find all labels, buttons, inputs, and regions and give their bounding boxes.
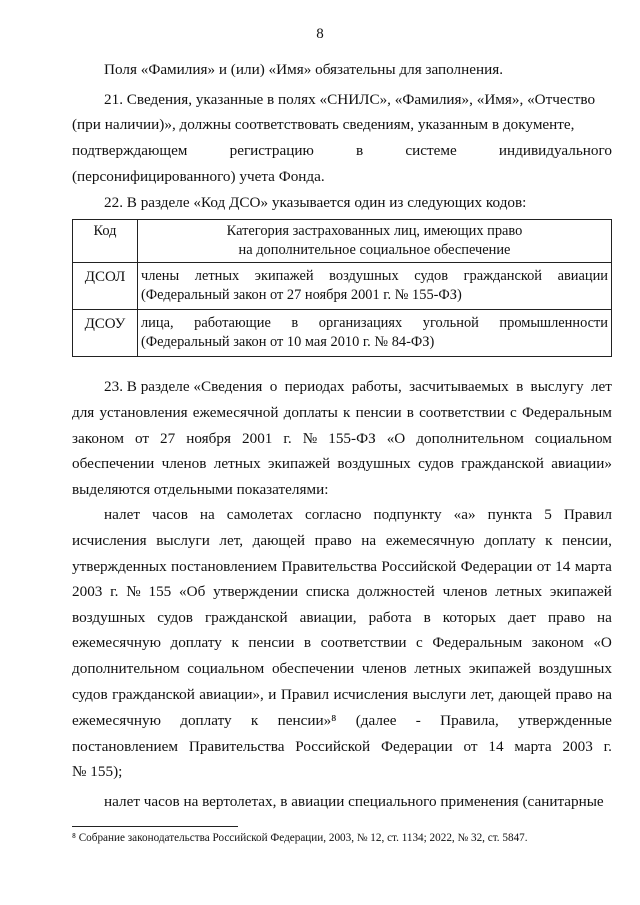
paragraph-23-line-word: в [406,404,414,421]
paragraph-23-line-word: Федеральным [521,404,612,421]
paragraph-20-line: Поля «Фамилия» и (или) «Имя» обязательны для заполнения. [104,61,504,78]
flight-hours-paragraph-line-word: должностей [357,583,435,600]
paragraph-23-line-word: в [516,378,524,395]
flight-hours-paragraph-line-word: Федерации [460,558,533,575]
column-header-category-line1: Категория застрахованных лиц, имеющих право [226,223,523,239]
category-line2: (Федеральный закон от 10 мая 2010 г. № 84-ФЗ) [141,334,435,350]
flight-hours-paragraph-line-word: марта [514,738,552,755]
flight-hours-paragraph-line-word: членов [361,660,407,677]
flight-hours-paragraph-line-word: 14 [488,738,504,755]
flight-hours-paragraph-line-word: к [231,634,239,651]
paragraph-21-line: 21. Сведения, указанные в полях «СНИЛС», «Фамилия», «Имя», «Отчество [104,91,596,108]
paragraph-23-line-word: дополнительном [416,430,524,447]
paragraph-23-line-word: ежемесячной [192,404,279,421]
category-word: члены [141,268,180,284]
category-word: авиации [557,268,608,284]
flight-hours-paragraph-line-word: соответствии [320,634,407,651]
footnote-separator [72,826,238,827]
paragraph-23-line-word: пенсии [355,404,402,421]
paragraph-23-line-word: экипажей [268,455,331,472]
dso-code-cell: ДСОУ [73,310,138,357]
flight-hours-paragraph-line-word: «О [593,634,612,651]
flight-hours-paragraph-line-word: 2003 [562,738,593,755]
flight-hours-paragraph-line-word: исчисления [333,686,409,703]
flight-hours-paragraph-line-word: 14 [555,558,571,575]
footnote-8: ⁸ Собрание законодательства Российской Федерации, 2003, № 12, ст. 1134; 2022, № 32, ст. 5847. [72,832,528,844]
paragraph-23-line-word: 23. В разделе «Сведения [104,378,263,395]
flight-hours-paragraph-line-word: (далее [355,712,397,729]
paragraph-23-line-word: «О [386,430,406,447]
flight-hours-paragraph-line-word: судов [157,609,193,626]
flight-hours-paragraph-line-word: гражданской [204,609,288,626]
flight-hours-paragraph-line-word: воздушных [538,660,612,677]
flight-hours-paragraph-line-word: авиации», [199,686,264,703]
flight-hours-paragraph-line [104,505,612,525]
flight-hours-paragraph-line-word: Правительства [188,738,285,755]
flight-hours-paragraph-line-word: на [361,532,377,549]
flight-hours-paragraph-line-word: утверждении [213,583,299,600]
paragraph-23-line-word: доплаты [283,404,338,421]
flight-hours-paragraph-line-word: 155 [148,583,172,600]
paragraph-23-line-word: установления [99,404,188,421]
flight-hours-paragraph-line-word: гражданской [112,686,195,703]
flight-hours-paragraph-line-word: летных [495,583,543,600]
paragraph-23-line-word: с [510,404,517,421]
flight-hours-paragraph-line-word: Правила, [440,712,499,729]
flight-hours-paragraph-line [72,557,612,577]
flight-hours-paragraph-line-word: с [416,634,423,651]
category-line1 [141,314,608,333]
flight-hours-paragraph-line-word: лет, [470,686,495,703]
table-row [73,310,612,357]
paragraph-23-line [72,403,612,423]
flight-hours-paragraph-line-word: к [545,532,553,549]
category-word: лица, [141,315,174,331]
flight-hours-paragraph-line-word: пенсии»⁸ [277,712,337,729]
category-line2: (Федеральный закон от 27 ноября 2001 г. № 155-ФЗ) [141,287,462,303]
paragraph-23-line-word: воздушных [337,455,411,472]
flight-hours-paragraph-line-word: лет, [219,532,244,549]
paragraph-23-line-word: лет [590,378,612,395]
flight-hours-paragraph-line [72,711,612,731]
flight-hours-paragraph-line-word: 5 [544,506,552,523]
flight-hours-paragraph-line-word: законом [531,634,584,651]
flight-hours-paragraph-line-word: от [463,738,478,755]
flight-hours-paragraph-line: № 155); [72,763,123,780]
flight-hours-paragraph-line-word: доплату [180,712,232,729]
category-word: судов [414,268,449,284]
flight-hours-paragraph-line-word: к [250,712,259,729]
flight-hours-paragraph-line-word: в [423,609,431,626]
paragraph-23-line-word: для [72,404,95,421]
category-description-cell [138,310,612,357]
flight-hours-paragraph-line-word: которых [442,609,497,626]
flight-hours-paragraph-line-word: право [547,609,586,626]
flight-hours-paragraph-line-word: выслуги [156,532,210,549]
flight-hours-paragraph-line-word: экипажей [549,583,612,600]
paragraph-23-line-word: ноября [186,430,231,447]
flight-hours-paragraph-line-word: Правил [563,506,612,523]
paragraph-23-line-word: обеспечении [72,455,155,472]
column-header-category [138,220,612,263]
paragraph-23-line [72,429,612,449]
flight-hours-paragraph-line-word: Российской [295,738,371,755]
paragraph-23-line-word: соответствии [419,404,505,421]
flight-hours-paragraph-line-word: Правительства [281,558,378,575]
paragraph-23-line-word: работы, [351,378,402,395]
paragraph-21-line [72,141,612,161]
flight-hours-paragraph-line [72,659,612,679]
paragraph-23-line-word: авиации» [551,455,612,472]
paragraph-23-line-word: 27 [160,430,176,447]
category-description-cell [138,263,612,310]
flight-hours-paragraph-line-word: пункта [487,506,533,523]
flight-hours-paragraph-line-word: постановлением [171,558,278,575]
flight-hours-paragraph-line-word: пенсии [248,634,295,651]
paragraph-23-line-word: № [302,430,318,447]
flight-hours-paragraph-line-word: 2003 [72,583,103,600]
category-line1 [141,267,608,286]
category-word: экипажей [254,268,314,284]
paragraph-21-line: (при наличии)», должны соответствовать сведениям, указанным в документе, [72,116,575,133]
flight-hours-paragraph-line-word: согласно [304,506,362,523]
paragraph-23-line-word: к [343,404,351,421]
paragraph-23-line-word: летных [213,455,261,472]
flight-hours-paragraph-line-word: дающей [252,532,305,549]
paragraph-23-line-word: членов [161,455,207,472]
category-word: промышленности [499,315,608,331]
paragraph-21-line-word: индивидуального [498,142,612,159]
flight-hours-paragraph-line-word: Федеральным [432,634,523,651]
flight-hours-paragraph-line-word: летных [414,660,462,677]
flight-hours-paragraph-line-word: дает [508,609,536,626]
paragraph-23-line-word: 2001 [242,430,273,447]
paragraph-21-line-word: регистрацию [229,142,314,159]
flight-hours-paragraph-line-word: от [536,558,551,575]
flight-hours-paragraph-line [72,582,612,602]
category-word: угольной [422,315,479,331]
paragraph-22-intro: 22. В разделе «Код ДСО» указывается один из следующих кодов: [104,194,527,211]
flight-hours-paragraph-line-word: право [555,686,593,703]
flight-hours-paragraph-line-word: авиации, [299,609,357,626]
column-header-category-line2: на дополнительное социальное обеспечение [238,242,511,258]
category-word: гражданской [463,268,543,284]
flight-hours-paragraph-line-word: Российской [381,558,457,575]
flight-hours-paragraph-line-word: ежемесячную [72,634,161,651]
paragraph-23-line: выделяются отдельными показателями: [72,481,329,498]
flight-hours-paragraph-line-word: выслуги [412,686,467,703]
flight-hours-paragraph-line-word: утвержденных [72,558,167,575]
paragraph-23-line-word: периодах [284,378,345,395]
paragraph-23-line-word: 155-ФЗ [328,430,376,447]
flight-hours-paragraph-line-word: ежемесячную [385,532,475,549]
flight-hours-paragraph-line-word: исчисления [72,532,147,549]
flight-hours-paragraph-line [72,685,612,705]
flight-hours-paragraph-line-word: на [199,506,215,523]
dso-code-cell: ДСОЛ [73,263,138,310]
paragraph-23-line-word: от [135,430,150,447]
flight-hours-paragraph-line-word: пенсии, [562,532,612,549]
flight-hours-paragraph-line-word: на [597,609,612,626]
flight-hours-paragraph-line-word: дополнительном [72,660,180,677]
flight-hours-paragraph-line-word: марта [574,558,612,575]
category-word: работающие [194,315,271,331]
flight-hours-paragraph-line-word: Правил [280,686,330,703]
page-number: 8 [316,26,324,42]
flight-hours-paragraph-line-word: доплату [484,532,536,549]
paragraph-23-line-word: г. [283,430,292,447]
flight-hours-paragraph-line-word: ежемесячную [72,712,161,729]
flight-hours-paragraph-line-word: списка [305,583,350,600]
paragraph-23-line-word: выслугу [530,378,584,395]
flight-hours-paragraph-line-word: подпункту [373,506,442,523]
paragraph-23-line [104,377,612,397]
flight-hours-paragraph-line-word: утвержденные [518,712,612,729]
flight-hours-paragraph-line-word: дающей [498,686,552,703]
category-word: воздушных [329,268,399,284]
helicopter-hours-line: налет часов на вертолетах, в авиации специального применения (санитарные [104,793,604,810]
table-header-row [73,220,612,263]
flight-hours-paragraph-line-word: часов [151,506,188,523]
flight-hours-paragraph-line-word: судов [72,686,108,703]
flight-hours-paragraph-line-word: постановлением [72,738,179,755]
flight-hours-paragraph-line-word: «Об [179,583,206,600]
category-word: в [291,315,299,331]
flight-hours-paragraph-line-word: г. [603,738,612,755]
paragraph-23-line-word: законом [72,430,124,447]
paragraph-21-line: (персонифицированного) учета Фонда. [72,168,325,185]
flight-hours-paragraph-line [72,608,612,628]
flight-hours-paragraph-line-word: на [597,686,612,703]
flight-hours-paragraph-line-word: экипажей [468,660,531,677]
flight-hours-paragraph-line-word: право [314,532,352,549]
flight-hours-paragraph-line [72,737,612,757]
flight-hours-paragraph-line-word: воздушных [72,609,146,626]
flight-hours-paragraph-line-word: доплату [170,634,222,651]
category-word: организациях [318,315,403,331]
paragraph-23-line-word: засчитываемых [409,378,509,395]
flight-hours-paragraph-line-word: работа [368,609,412,626]
paragraph-23-line-word: гражданской [461,455,544,472]
paragraph-23-line-word: социальном [534,430,612,447]
flight-hours-paragraph-line-word: членов [442,583,488,600]
flight-hours-paragraph-line-word: № [126,583,141,600]
category-word: летных [194,268,240,284]
paragraph-21-line-word: системе [405,142,457,159]
paragraph-23-line-word: о [269,378,278,395]
dso-code-table [72,219,612,357]
column-header-code: Код [73,220,138,263]
flight-hours-paragraph-line [72,633,612,653]
flight-hours-paragraph-line-word: самолетах [226,506,293,523]
flight-hours-paragraph-line-word: обеспечении [271,660,355,677]
table-row [73,263,612,310]
paragraph-21-line-word: подтверждающем [72,142,188,159]
flight-hours-paragraph-line-word: и [268,686,277,703]
flight-hours-paragraph-line-word: налет [104,506,140,523]
paragraph-23-line-word: судов [418,455,454,472]
flight-hours-paragraph-line-word: - [415,712,421,729]
paragraph-23-line [72,454,612,474]
flight-hours-paragraph-line-word: в [303,634,312,651]
flight-hours-paragraph-line [72,531,612,551]
flight-hours-paragraph-line-word: г. [110,583,119,600]
flight-hours-paragraph-line-word: Федерации [380,738,453,755]
paragraph-21-line-word: в [356,142,364,159]
flight-hours-paragraph-line-word: социальном [187,660,265,677]
flight-hours-paragraph-line-word: «а» [453,506,476,523]
